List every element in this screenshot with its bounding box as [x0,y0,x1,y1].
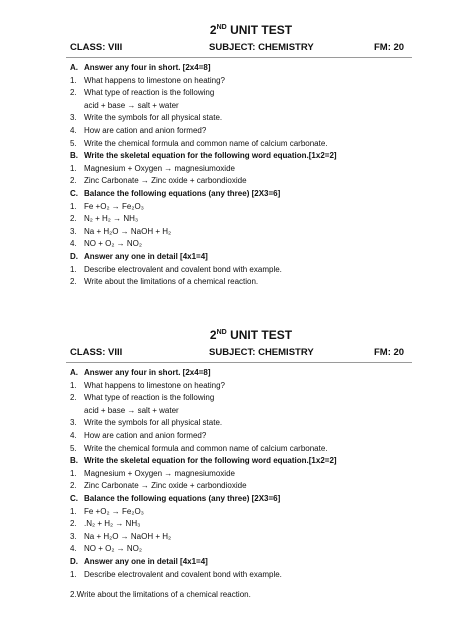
title-text: UNIT TEST [226,328,293,342]
test-title [0,327,474,343]
section-c-heading [0,493,474,506]
test-header [0,346,474,360]
header-divider [66,362,412,363]
question-line [0,87,474,100]
question-line [0,589,474,602]
question-line [0,518,474,531]
question-line [0,175,474,188]
section-heading-text: Answer any one in detail [4x1=4] [84,556,208,566]
test-header [0,41,474,55]
section-b-heading [0,150,474,163]
question-number: 2. [70,176,77,186]
question-line [0,506,474,519]
section-b-heading [0,455,474,468]
question-line [0,100,474,113]
question-line [0,543,474,556]
class-label: CLASS: VIII [70,42,123,53]
question-number: 4. [70,430,77,440]
full-marks-label: FM: 20 [374,42,405,53]
question-text: Write about the limitations of a chemical reaction. [84,277,259,287]
question-number: 5. [70,138,77,148]
title-ordinal: ND [216,24,227,31]
question-number: 1. [70,569,77,579]
question-text: Write the chemical formula and common name of calcium carbonate. [84,443,328,453]
section-marker: D. [70,251,78,261]
question-line [0,201,474,214]
question-number: 1. [70,506,77,516]
question-text: Na + H₂O → NaOH + H₂ [84,226,172,236]
question-text: How are cation and anion formed? [84,430,207,440]
question-number: 2. [70,481,77,491]
question-text: Zinc Carbonate → Zinc oxide + carbondioxide [84,176,247,186]
question-line [0,112,474,125]
section-heading-text: Balance the following equations (any three) [2X3=6] [84,188,281,198]
question-number: 1. [70,380,77,390]
section-heading-text: Write the skeletal equation for the following word equation.[1x2=2] [84,151,337,161]
question-text: Fe +O₂ → Fe₂O₃ [84,506,144,516]
question-line [0,569,474,582]
question-line [0,75,474,88]
section-c-heading [0,188,474,201]
question-number: 3. [70,418,77,428]
section-heading-text: Answer any one in detail [4x1=4] [84,251,208,261]
question-list [0,62,474,289]
question-line [0,417,474,430]
unit-test-2 [0,327,474,600]
section-heading-text: Answer any four in short. [2x4=8] [84,368,211,377]
question-number: 1. [70,201,77,211]
question-text: How are cation and anion formed? [84,125,207,135]
section-a-heading [0,367,474,380]
question-text: Write the chemical formula and common name of calcium carbonate. [84,138,328,148]
question-text: acid + base → salt + water [84,100,179,110]
question-text: Describe electrovalent and covalent bond with example. [84,264,282,274]
question-line [0,480,474,493]
section-d-heading [0,251,474,264]
question-number: 3. [70,226,77,236]
question-text: Magnesium + Oxygen → magnesiumoxide [84,163,235,173]
question-line [0,531,474,544]
title-text: UNIT TEST [226,23,293,37]
question-number: 2. [70,88,77,98]
class-label: CLASS: VIII [70,347,123,358]
question-text: Write the symbols for all physical state. [84,418,223,428]
question-number: 2. [70,214,77,224]
unit-test-1 [0,22,474,287]
question-line [0,430,474,443]
question-text: Fe +O₂ → Fe₂O₃ [84,201,144,211]
full-marks-label: FM: 20 [374,347,405,358]
question-text: Write the symbols for all physical state. [84,113,223,123]
question-number: 4. [70,239,77,249]
question-text: NO + O₂ → NO₂ [84,544,142,554]
question-line [0,392,474,405]
question-text: N₂ + H₂ → NH₃ [84,214,139,224]
question-list [0,367,474,602]
question-line [0,264,474,277]
title-number: 2 [209,328,217,342]
question-number: 1. [70,75,77,85]
question-number: 2. [70,393,77,403]
question-text: acid + base → salt + water [84,405,179,415]
question-text: Na + H₂O → NaOH + H₂ [84,531,172,541]
subject-label: SUBJECT: CHEMISTRY [209,347,314,358]
section-heading-text: Balance the following equations (any three) [2X3=6] [84,493,281,503]
header-divider [66,57,412,58]
question-line [0,238,474,251]
question-text: .N₂ + H₂ → NH₃ [84,519,141,529]
question-number: 4. [70,125,77,135]
question-line [0,125,474,138]
question-line [0,468,474,481]
section-marker: B. [70,151,78,161]
section-marker: C. [70,188,78,198]
section-marker: A. [70,63,78,72]
question-text: What happens to limestone on heating? [84,75,225,85]
section-d-heading [0,556,474,569]
test-title [0,22,474,38]
question-text: Zinc Carbonate → Zinc oxide + carbondioxide [84,481,247,491]
question-line [0,443,474,456]
blank-line [0,581,474,589]
subject-label: SUBJECT: CHEMISTRY [209,42,314,53]
section-heading-text: Write the skeletal equation for the following word equation.[1x2=2] [84,456,337,466]
question-line [0,163,474,176]
question-line [0,138,474,151]
question-line [0,405,474,418]
question-number: 1. [70,264,77,274]
question-text: NO + O₂ → NO₂ [84,239,142,249]
section-a-heading [0,62,474,75]
question-line [0,226,474,239]
question-number: 5. [70,443,77,453]
question-number: 2. [70,277,77,287]
question-number: 4. [70,544,77,554]
title-number: 2 [209,23,217,37]
section-marker: A. [70,368,78,377]
section-marker: B. [70,456,78,466]
question-text: Describe electrovalent and covalent bond with example. [84,569,282,579]
question-line [0,213,474,226]
question-text: 2.Write about the limitations of a chemical reaction. [70,590,251,600]
section-marker: D. [70,556,78,566]
question-text: What happens to limestone on heating? [84,380,225,390]
question-line [0,380,474,393]
question-number: 1. [70,163,77,173]
question-text: What type of reaction is the following [84,88,215,98]
title-ordinal: ND [216,329,227,336]
question-number: 3. [70,113,77,123]
question-line [0,276,474,289]
question-text: What type of reaction is the following [84,393,215,403]
question-number: 2. [70,519,77,529]
section-heading-text: Answer any four in short. [2x4=8] [84,63,211,72]
section-marker: C. [70,493,78,503]
question-text: Magnesium + Oxygen → magnesiumoxide [84,468,235,478]
question-number: 1. [70,468,77,478]
question-number: 3. [70,531,77,541]
